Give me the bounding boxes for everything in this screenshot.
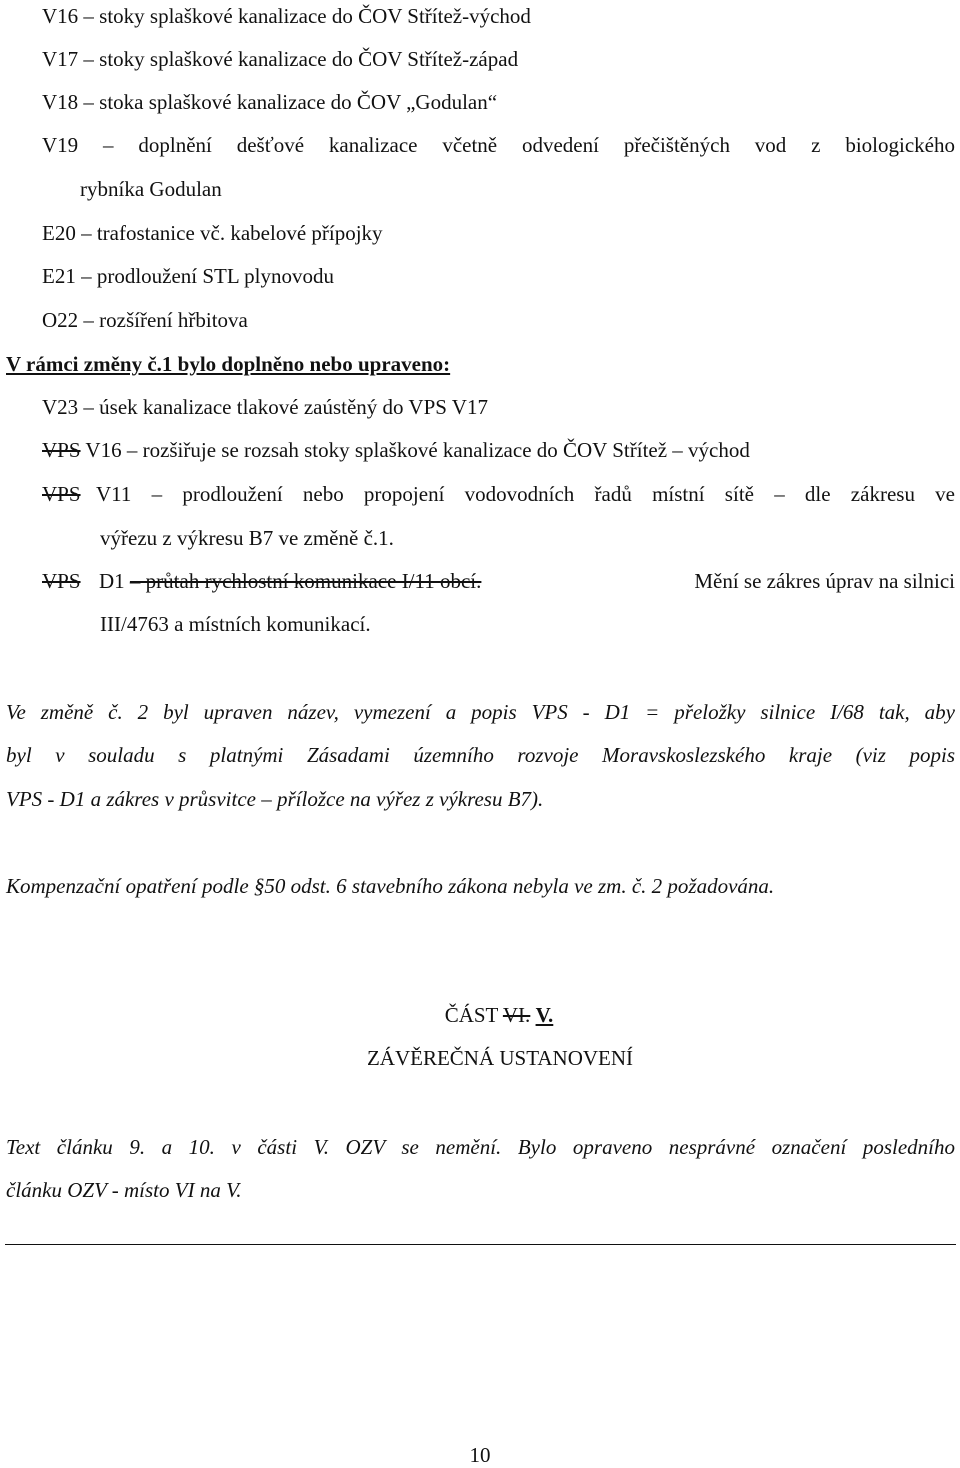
change1-item-d1 [42, 568, 955, 594]
part-heading [0, 1002, 960, 1028]
change2-line-1: Ve změně č. 2 byl upraven název, vymezení a popis VPS - D1 = přeložky silnice I/68 tak, aby [6, 700, 955, 724]
vps-struck-label: VPS [42, 438, 81, 462]
list-item-e21: E21 – prodloužení STL plynovodu [42, 264, 335, 288]
part-title: ZÁVĚREČNÁ USTANOVENÍ [366, 1046, 634, 1070]
list-item-e20: E20 – trafostanice vč. kabelové přípojky [42, 221, 383, 245]
change2-line-2: byl v souladu s platnými Zásadami územního rozvoje Moravskoslezského kraje (viz popis [6, 743, 955, 767]
footer-rule [5, 1244, 956, 1245]
change1-v16-text: V16 – rozšiřuje se rozsah stoky splaškové kanalizace do ČOV Střítež – východ [85, 438, 750, 462]
change1-d1-code: D1 [99, 569, 125, 593]
change1-item-d1-cont: III/4763 a místních komunikací. [100, 612, 371, 636]
change1-d1-tail: Mění se zákres úprav na silnici [694, 569, 955, 593]
change1-v11-text: V11 – prodloužení nebo propojení vodovodních řadů místní sítě – dle zákresu ve [96, 482, 955, 506]
change1-item-v11 [42, 481, 955, 507]
list-item-o22: O22 – rozšíření hřbitova [42, 308, 248, 332]
vps-struck-label: VPS [42, 569, 81, 593]
page-number: 10 [469, 1443, 491, 1467]
list-item-v16: V16 – stoky splaškové kanalizace do ČOV Střítež-východ [42, 4, 531, 28]
change1-item-v16 [42, 437, 750, 463]
change1-item-v11-cont: výřezu z výkresu B7 ve změně č.1. [100, 526, 394, 550]
change1-d1-struck-text: – průtah rychlostní komunikace I/11 obcí. [129, 569, 482, 593]
closing-line-1: Text článku 9. a 10. v části V. OZV se nemění. Bylo opraveno nesprávné označení posledního [6, 1135, 955, 1159]
change1-heading: V rámci změny č.1 bylo doplněno nebo upraveno: [6, 352, 451, 376]
list-item-v18: V18 – stoka splaškové kanalizace do ČOV „Godulan“ [42, 90, 498, 114]
list-item-v19: V19 – doplnění dešťové kanalizace včetně odvedení přečištěných vod z biologického [42, 133, 955, 157]
change1-item-v23: V23 – úsek kanalizace tlakové zaústěný do VPS V17 [42, 395, 488, 419]
list-item-v17: V17 – stoky splaškové kanalizace do ČOV Střítež-západ [42, 47, 519, 71]
part-prefix: ČÁST [444, 1003, 499, 1027]
part-old-number: VI. [502, 1003, 531, 1027]
compensation-note: Kompenzační opatření podle §50 odst. 6 stavebního zákona nebyla ve zm. č. 2 požadována. [6, 874, 775, 898]
vps-struck-label: VPS [42, 482, 81, 506]
part-new-number: V. [535, 1003, 554, 1027]
change2-line-3: VPS - D1 a zákres v průsvitce – příložce na výřez z výkresu B7). [6, 787, 544, 811]
list-item-v19-cont: rybníka Godulan [80, 177, 222, 201]
closing-line-2: článku OZV - místo VI na V. [6, 1178, 242, 1202]
